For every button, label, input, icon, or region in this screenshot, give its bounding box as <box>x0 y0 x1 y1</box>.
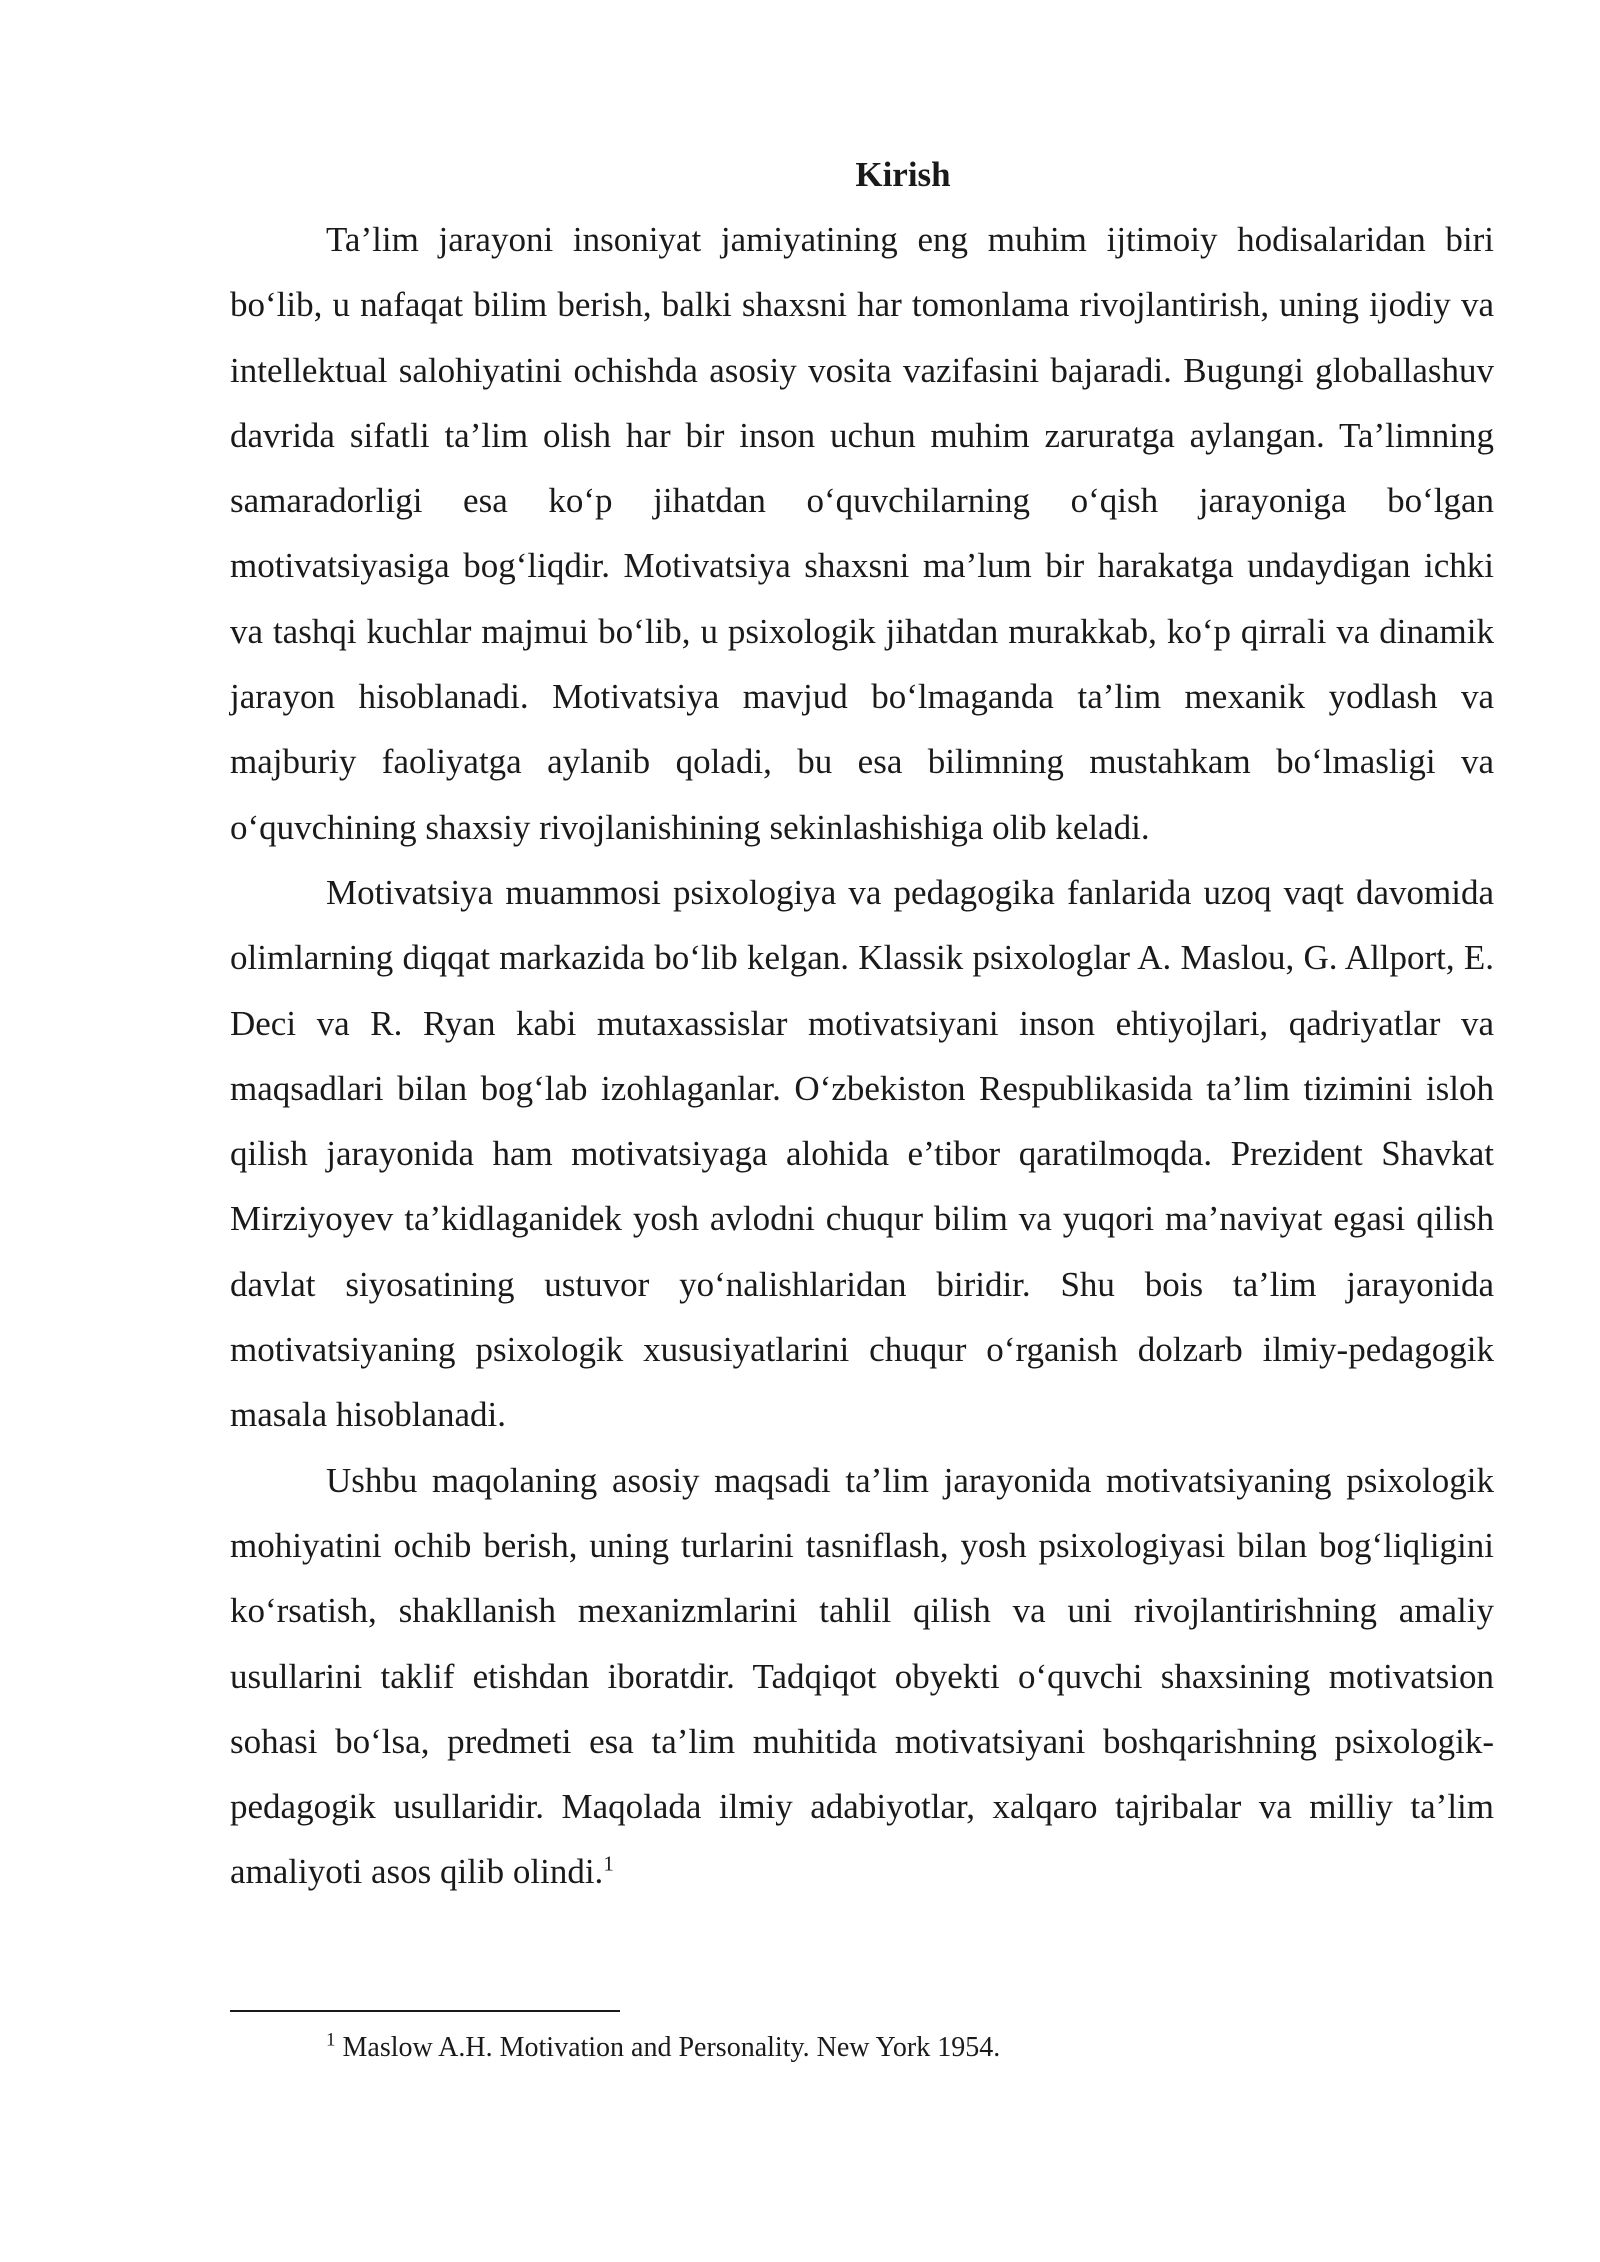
section-title: Kirish <box>855 155 951 194</box>
paragraph-1: Ta’lim jarayoni insoniyat jamiyatining eng muhim ijtimoiy hodisalaridan biri bo‘lib, u nafaqat bilim berish, balki shaxsni har tomonlama rivojlantirish, uning ijodiy va intellektual salohiyatini ochishda asosiy vosita vazifasini bajaradi. Bugungi globallashuv davrida sifatli ta’lim olish har bir inson uchun muhim zaruratga aylangan. Ta’limning samaradorligi esa ko‘p jihatdan o‘quvchilarning o‘qish jarayoniga bo‘lgan motivatsiyasiga bog‘liqdir. Motivatsiya shaxsni ma’lum bir harakatga undaydigan ichki va tashqi kuchlar majmui bo‘lib, u psixologik jihatdan murakkab, ko‘p qirrali va dinamik jarayon hisoblanadi. Motivatsiya mavjud bo‘lmaganda ta’lim mexanik yodlash va majburiy faoliyatga aylanib qoladi, bu esa bilimning mustahkam bo‘lmasligi va o‘quvchining shaxsiy rivojlanishining sekinlashishiga olib keladi. <box>230 220 1494 847</box>
paragraph-2: Motivatsiya muammosi psixologiya va pedagogika fanlarida uzoq vaqt davomida olimlarning diqqat markazida bo‘lib kelgan. Klassik psixologlar A. Maslou, G. Allport, E. Deci va R. Ryan kabi mutaxassislar motivatsiyani inson ehtiyojlari, qadriyatlar va maqsadlari bilan bog‘lab izohlaganlar. O‘zbekiston Respublikasida ta’lim tizimini isloh qilish jarayonida ham motivatsiyaga alohida e’tibor qaratilmoqda. Prezident Shavkat Mirziyoyev ta’kidlaganidek yosh avlodni chuqur bilim va yuqori ma’naviyat egasi qilish davlat siyosatining ustuvor yo‘nalishlaridan biridir. Shu bois ta’lim jarayonida motivatsiyaning psixologik xususiyatlarini chuqur o‘rganish dolzarb ilmiy-pedagogik masala hisoblanadi. <box>230 872 1494 1435</box>
footnote-mark: 1 <box>326 2029 336 2051</box>
paragraph-3 <box>230 1448 1494 1905</box>
footnote-reference[interactable]: 1 <box>603 1851 614 1876</box>
footnote <box>326 2028 1000 2068</box>
footnote-text: Maslow A.H. Motivation and Personality. New York 1954. <box>335 2032 1001 2063</box>
footnote-divider <box>230 2010 620 2012</box>
body-text <box>230 207 1494 1905</box>
paragraph-3-text: Ushbu maqolaning asosiy maqsadi ta’lim jarayonida motivatsiyaning psixologik mohiyatini ochib berish, uning turlarini tasniflash, yosh psixologiyasi bilan bog‘liqligini ko‘rsatish, shakllanish mexanizmlarini tahlil qilish va uni rivojlantirishning amaliy usullarini taklif etishdan iboratdir. Tadqiqot obyekti o‘quvchi shaxsining motivatsion sohasi bo‘lsa, predmeti esa ta’lim muhitida motivatsiyani boshqarishning psixologik-pedagogik usullaridir. Maqolada ilmiy adabiyotlar, xalqaro tajribalar va milliy ta’lim amaliyoti asos qilib olindi. <box>230 1460 1494 1892</box>
